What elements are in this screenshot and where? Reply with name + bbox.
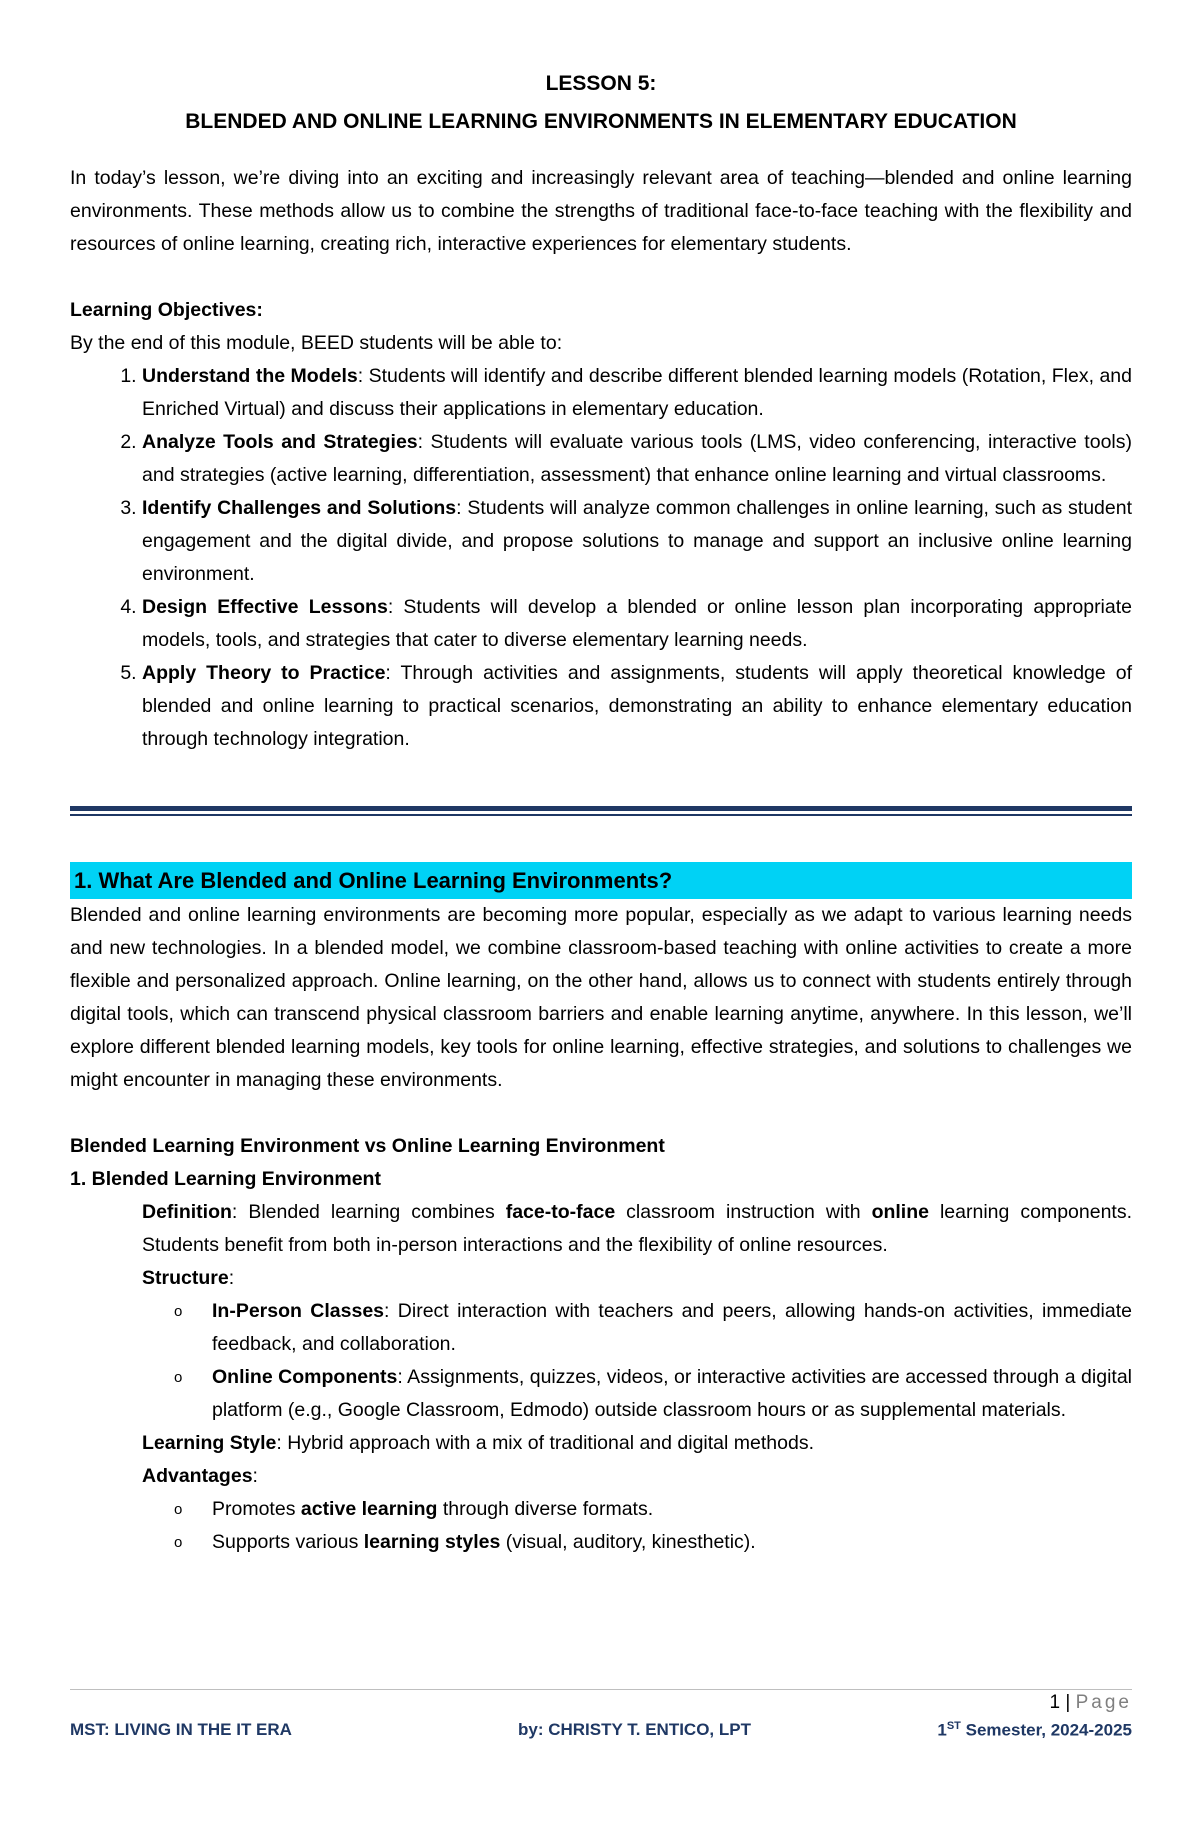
objectives-heading: Learning Objectives: [70, 299, 263, 321]
intro-paragraph: In today’s lesson, we’re diving into an exciting and increasingly relevant area of teaching—blended and online learning environments. These methods allow us to combine the strengths of traditional face-to-face teaching with the flexibility and resources of online learning, creating rich, interactive experiences for elementary students. [70, 167, 1132, 255]
comparison-heading: Blended Learning Environment vs Online Learning Environment [70, 1135, 665, 1157]
page-number: 1 | Page [1049, 1692, 1132, 1713]
learning-style: Learning Style: Hybrid approach with a mix of traditional and digital methods. [142, 1432, 814, 1454]
lesson-number: LESSON 5: [545, 72, 657, 95]
footer-divider [70, 1689, 1132, 1690]
objective-item: 5. Apply Theory to Practice: Through activities and assignments, students will apply theoretical knowledge of blended and online learning to practical scenarios, demonstrating an ability to enhance elementary education through technology integration. [142, 657, 1132, 756]
section-divider [70, 806, 1132, 816]
bullet-icon: o [174, 1534, 183, 1551]
objective-item: 3. Identify Challenges and Solutions: Students will analyze common challenges in online learning, such as student engagement and the digital divide, and propose solutions to manage and support an inclusive online learning environment. [142, 492, 1132, 591]
section-1-heading: 1. What Are Blended and Online Learning Environments? [70, 862, 1132, 899]
objective-item: 4. Design Effective Lessons: Students will develop a blended or online lesson plan incorporating appropriate models, tools, and strategies that cater to diverse elementary learning needs. [142, 591, 1132, 657]
bullet-icon: o [174, 1303, 183, 1320]
objective-item: 2. Analyze Tools and Strategies: Students will evaluate various tools (LMS, video conferencing, interactive tools) and strategies (active learning, differentiation, assessment) that enhance online learning and virtual classrooms. [142, 426, 1132, 492]
lesson-title: BLENDED AND ONLINE LEARNING ENVIRONMENTS IN ELEMENTARY EDUCATION [185, 110, 1017, 133]
advantage-item: o Supports various learning styles (visual, auditory, kinesthetic). [212, 1526, 1132, 1559]
objective-item: 1. Understand the Models: Students will identify and describe different blended learning models (Rotation, Flex, and Enriched Virtual) and discuss their applications in elementary education. [142, 360, 1132, 426]
structure-item: o Online Components: Assignments, quizzes, videos, or interactive activities are accessed through a digital platform (e.g., Google Classroom, Edmodo) outside classroom hours or as supplemental materials. [212, 1361, 1132, 1427]
bullet-icon: o [174, 1369, 183, 1386]
definition-paragraph: Definition: Blended learning combines face-to-face classroom instruction with online learning components. Students benefit from both in-person interactions and the flexibility of online resources. [142, 1201, 1133, 1256]
advantages-list [70, 1493, 1132, 1559]
footer-course: MST: LIVING IN THE IT ERA [70, 1720, 292, 1739]
footer-author: by: CHRISTY T. ENTICO, LPT [518, 1720, 751, 1739]
structure-list [70, 1295, 1132, 1427]
blended-subheading: 1. Blended Learning Environment [70, 1168, 381, 1190]
objectives-list [70, 360, 1132, 756]
section-1-body: Blended and online learning environments are becoming more popular, especially as we adapt to various learning needs and new technologies. In a blended model, we combine classroom-based teaching with online activities to create a more flexible and personalized approach. Online learning, on the other hand, allows us to connect with students entirely through digital tools, which can transcend physical classroom barriers and enable learning anytime, anywhere. In this lesson, we’ll explore different blended learning models, key tools for online learning, effective strategies, and solutions to challenges we might encounter in managing these environments. [70, 904, 1132, 1091]
blended-details-2 [70, 1427, 1132, 1493]
structure-label: Structure: [142, 1267, 235, 1289]
blended-details [70, 1196, 1132, 1295]
footer-semester: 1ST Semester, 2024-2025 [937, 1720, 1132, 1740]
bullet-icon: o [174, 1501, 183, 1518]
advantages-label: Advantages: [142, 1465, 258, 1487]
document-page [70, 72, 1132, 1559]
objectives-lead: By the end of this module, BEED students will be able to: [70, 332, 563, 354]
structure-item: o In-Person Classes: Direct interaction with teachers and peers, allowing hands-on activities, immediate feedback, and collaboration. [212, 1295, 1132, 1361]
advantage-item: o Promotes active learning through diverse formats. [212, 1493, 1132, 1526]
